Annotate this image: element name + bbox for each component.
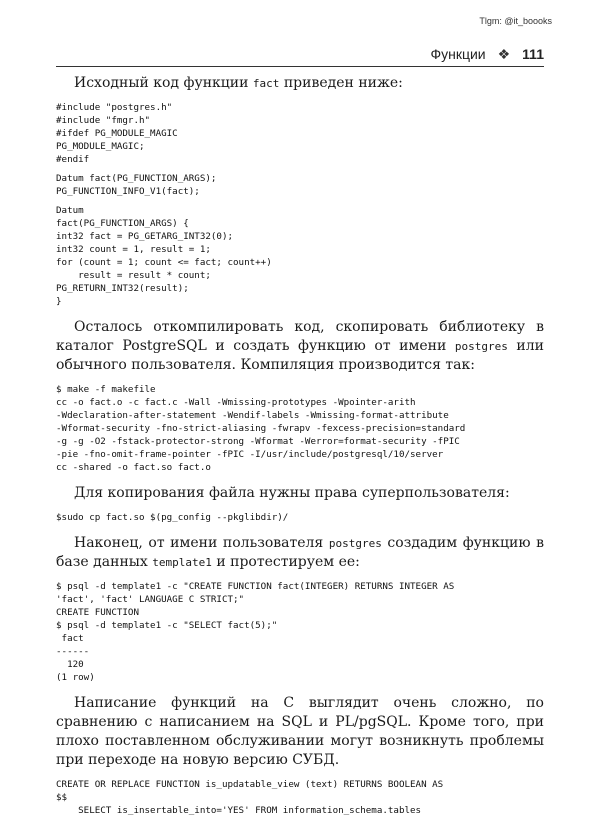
watermark: Tlgm: @it_boooks [479, 16, 552, 26]
code-block-make: $ make -f makefile cc -o fact.o -c fact.c -Wall -Wmissing-prototypes -Wpointer-arith -Wdeclaration-after-statement -Wendif-labels -Wmissing-format-attribute -Wformat-security -fno-strict-aliasing -fwrapv -fexcess-precision=standard -g -g -O2 -fstack-protector-strong -Wformat -Werror=format-security -fPIC -pie -fno-omit-frame-pointer -fPIC -I/usr/include/postgresql/10/server cc -shared -o fact.so fact.o [56, 384, 466, 473]
paragraph-intro: Исходный код функции fact приведен ниже: [74, 75, 403, 91]
inline-code: postgres [328, 537, 382, 550]
code-block-sql: CREATE OR REPLACE FUNCTION is_updatable_view (text) RETURNS BOOLEAN AS $$ SELECT is_insertable_into='YES' FROM information_schema.tables [56, 779, 444, 816]
ornament-icon: ❖ [497, 45, 511, 62]
inline-code: postgres [454, 340, 508, 353]
section-title: Функции [430, 46, 486, 62]
inline-code: fact [252, 77, 280, 90]
code-block-includes: #include "postgres.h" #include "fmgr.h" #ifdef PG_MODULE_MAGIC PG_MODULE_MAGIC; #endif [56, 102, 178, 165]
code-block-copy: $sudo cp fact.so $(pg_config --pkglibdir)/ [56, 512, 289, 523]
code-block-psql: $ psql -d template1 -c "CREATE FUNCTION fact(INTEGER) RETURNS INTEGER AS 'fact', 'fact' LANGUAGE C STRICT;" CREATE FUNCTION $ psql -d template1 -c "SELECT fact(5);" fact ------ 120 (1 row) [56, 581, 455, 683]
inline-code: template1 [152, 556, 212, 569]
paragraph-copy: Для копирования файла нужны права суперпользователя: [74, 485, 510, 501]
code-block-declaration: Datum fact(PG_FUNCTION_ARGS); PG_FUNCTION_INFO_V1(fact); [56, 173, 217, 197]
paragraph-summary: Написание функций на С выглядит очень сложно, по сравнению с написанием на SQL и PL/pgSQL. Кроме того, при плохо поставленном обслуживании могут возникнуть проблемы при переходе на новую версию СУБД. [56, 695, 544, 768]
page-content [56, 74, 544, 817]
paragraph-compile: Осталось откомпилировать код, скопировать библиотеку в каталог PostgreSQL и создать функцию от имени postgres или обычного пользователя. Компиляция производится так: [56, 319, 544, 373]
page-header [56, 42, 544, 67]
code-block-function: Datum fact(PG_FUNCTION_ARGS) { int32 fact = PG_GETARG_INT32(0); int32 count = 1, result = 1; for (count = 1; count <= fact; count++) result = result * count; PG_RETURN_INT32(result); } [56, 205, 272, 307]
paragraph-create: Наконец, от имени пользователя postgres создадим функцию в базе данных template1 и протестируем ее: [56, 535, 544, 570]
page-number: 111 [522, 46, 544, 62]
